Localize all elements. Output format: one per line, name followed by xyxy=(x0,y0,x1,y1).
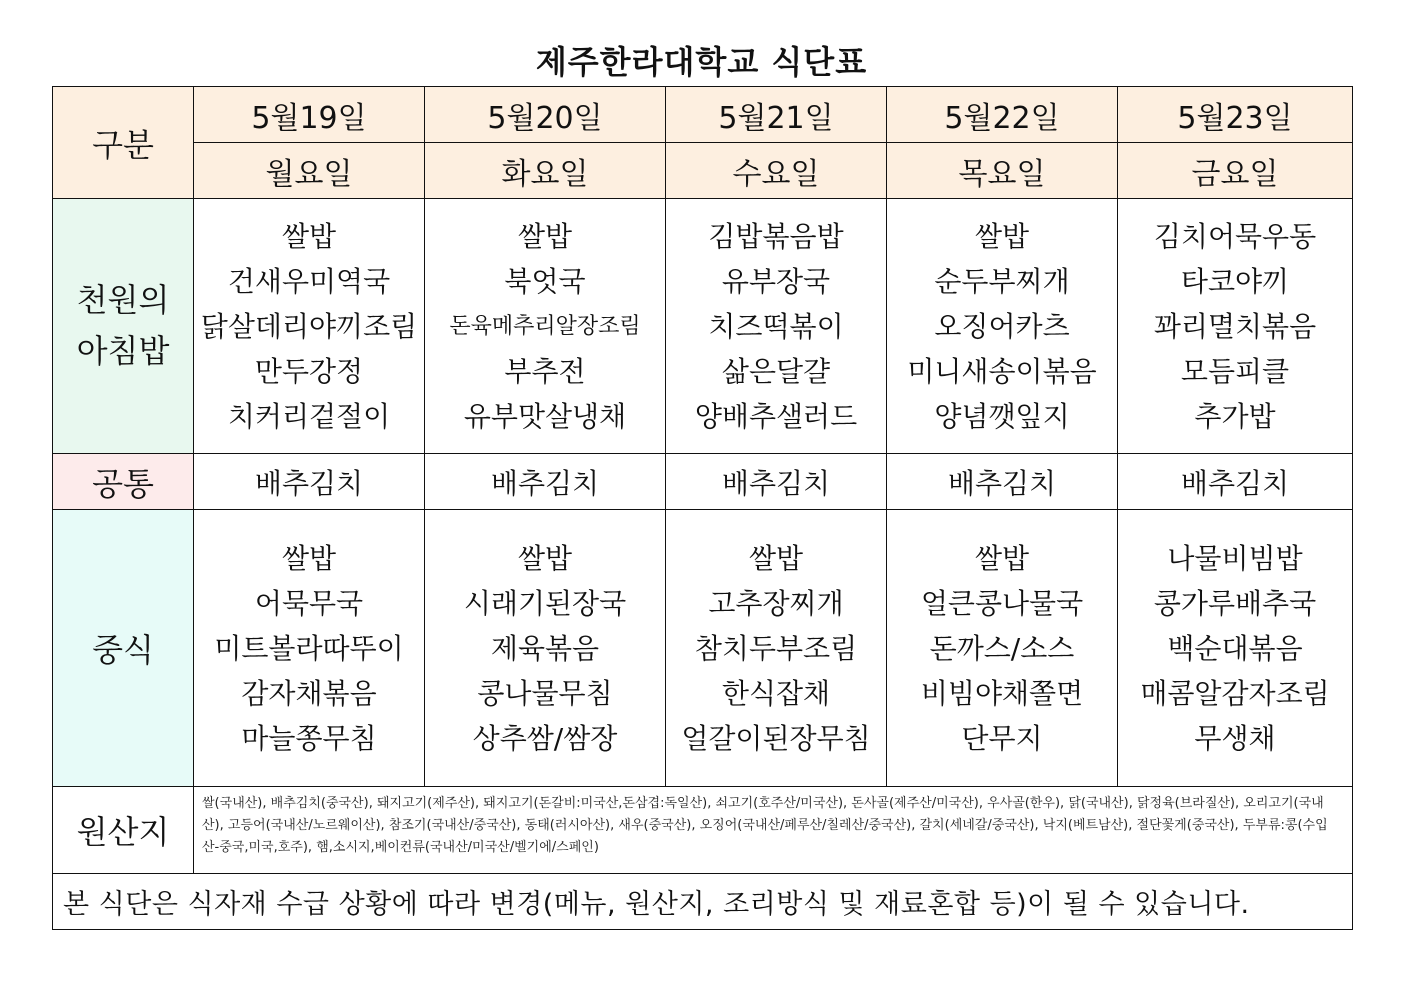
notice-text: 본 식단은 식자재 수급 상황에 따라 변경(메뉴, 원산지, 조리방식 및 재료혼합 등)이 될 수 있습니다. xyxy=(53,874,1353,930)
dish: 시래기된장국 xyxy=(463,586,627,620)
dish: 쌀밥 xyxy=(748,541,804,575)
weekday-cell-tue: 화요일 xyxy=(425,143,666,199)
dish: 쌀밥 xyxy=(517,219,573,253)
dish: 꽈리멸치볶음 xyxy=(1153,309,1317,343)
dish: 한식잡채 xyxy=(721,676,831,710)
dish: 만두강정 xyxy=(254,354,364,388)
common-label: 공통 xyxy=(53,454,194,510)
menu-table xyxy=(52,86,1353,930)
dish: 미니새송이볶음 xyxy=(907,354,1097,388)
dish: 순두부찌개 xyxy=(934,264,1070,298)
dish: 쌀밥 xyxy=(974,541,1030,575)
common-cell-tue: 배추김치 xyxy=(425,454,666,510)
lunch-cell-tue xyxy=(425,510,666,787)
dish: 양념깻잎지 xyxy=(934,399,1070,433)
dish: 치즈떡볶이 xyxy=(708,309,844,343)
dish: 돈까스/소스 xyxy=(929,631,1075,665)
dish: 북엇국 xyxy=(504,264,586,298)
dish: 건새우미역국 xyxy=(227,264,391,298)
lunch-row xyxy=(53,510,1353,787)
dish: 유부장국 xyxy=(721,264,831,298)
dish: 쌀밥 xyxy=(974,219,1030,253)
common-cell-thu: 배추김치 xyxy=(887,454,1118,510)
origin-row xyxy=(53,787,1353,874)
origin-text: 쌀(국내산), 배추김치(중국산), 돼지고기(제주산), 돼지고기(돈갈비:미국산,돈삼겹:독일산), 쇠고기(호주산/미국산), 돈사골(제주산/미국산), 우사골(한우), 닭(국내산), 닭정육(브라질산), 오리고기(국내산), 고등어(국내산/노르웨이산), 참조기(국내산/중국산), 동태(러시아산), 새우(중국산), 오징어(국내산/페루산/칠레산/중국산), 갈치(세네갈/중국산), 낙지(베트남산), 절단꽃게(중국산), 두부류:콩(수입산-중국,미국,호주), 햄,소시지,베이컨류(국내산/미국산/벨기에/스페인) xyxy=(194,787,1353,874)
breakfast-cell-wed xyxy=(666,199,887,454)
common-row xyxy=(53,454,1353,510)
notice-row xyxy=(53,874,1353,930)
weekday-cell-fri: 금요일 xyxy=(1118,143,1353,199)
dish: 얼큰콩나물국 xyxy=(920,586,1084,620)
breakfast-cell-fri xyxy=(1118,199,1353,454)
dish: 나물비빔밥 xyxy=(1167,541,1303,575)
breakfast-row xyxy=(53,199,1353,454)
breakfast-label-line2: 아침밥 xyxy=(76,332,170,370)
dish: 매콤알감자조림 xyxy=(1140,676,1330,710)
weekday-cell-wed: 수요일 xyxy=(666,143,887,199)
dish: 콩나물무침 xyxy=(477,676,613,710)
dish: 쌀밥 xyxy=(517,541,573,575)
lunch-cell-wed xyxy=(666,510,887,787)
gubun-header: 구분 xyxy=(53,87,194,199)
lunch-cell-thu xyxy=(887,510,1118,787)
dish: 쌀밥 xyxy=(281,219,337,253)
weekday-cell-mon: 월요일 xyxy=(194,143,425,199)
breakfast-cell-tue xyxy=(425,199,666,454)
lunch-cell-fri xyxy=(1118,510,1353,787)
common-cell-fri: 배추김치 xyxy=(1118,454,1353,510)
common-cell-mon: 배추김치 xyxy=(194,454,425,510)
dish: 미트볼라따뚜이 xyxy=(214,631,404,665)
dish: 백순대볶음 xyxy=(1167,631,1303,665)
lunch-label: 중식 xyxy=(53,510,194,787)
dish: 모듬피클 xyxy=(1180,354,1290,388)
lunch-cell-mon xyxy=(194,510,425,787)
date-cell-mon: 5월19일 xyxy=(194,87,425,143)
dish: 부추전 xyxy=(504,354,586,388)
dish: 추가밥 xyxy=(1194,399,1276,433)
date-cell-fri: 5월23일 xyxy=(1118,87,1353,143)
breakfast-cell-thu xyxy=(887,199,1118,454)
dish: 얼갈이된장무침 xyxy=(681,721,871,755)
dish: 닭살데리야끼조림 xyxy=(200,309,418,343)
dish: 어묵무국 xyxy=(254,586,364,620)
dish: 타코야끼 xyxy=(1180,264,1290,298)
dish: 마늘쫑무침 xyxy=(241,721,377,755)
dish: 쌀밥 xyxy=(281,541,337,575)
date-cell-wed: 5월21일 xyxy=(666,87,887,143)
page-title: 제주한라대학교 식단표 xyxy=(535,43,868,81)
dish: 상추쌈/쌈장 xyxy=(472,721,618,755)
dish: 참치두부조림 xyxy=(694,631,858,665)
weekday-cell-thu: 목요일 xyxy=(887,143,1118,199)
dish: 오징어카츠 xyxy=(934,309,1070,343)
dish: 유부맛살냉채 xyxy=(463,399,627,433)
dish: 돈육메추리알장조림 xyxy=(449,313,641,339)
dish: 감자채볶음 xyxy=(241,676,377,710)
origin-label: 원산지 xyxy=(53,787,194,874)
dish: 고추장찌개 xyxy=(708,586,844,620)
dish: 김밥볶음밥 xyxy=(708,219,844,253)
date-cell-thu: 5월22일 xyxy=(887,87,1118,143)
dish: 제육볶음 xyxy=(490,631,600,665)
dish: 단무지 xyxy=(961,721,1043,755)
breakfast-cell-mon xyxy=(194,199,425,454)
breakfast-label xyxy=(53,199,194,454)
breakfast-label-line1: 천원의 xyxy=(76,280,170,319)
dish: 치커리겉절이 xyxy=(227,399,391,433)
date-cell-tue: 5월20일 xyxy=(425,87,666,143)
weekday-row xyxy=(53,143,1353,199)
date-row xyxy=(53,87,1353,143)
dish: 삶은달걀 xyxy=(721,354,831,388)
dish: 김치어묵우동 xyxy=(1153,219,1317,253)
dish: 콩가루배추국 xyxy=(1153,586,1317,620)
dish: 양배추샐러드 xyxy=(694,399,858,433)
common-cell-wed: 배추김치 xyxy=(666,454,887,510)
dish: 무생채 xyxy=(1194,721,1276,755)
dish: 비빔야채쫄면 xyxy=(920,676,1084,710)
